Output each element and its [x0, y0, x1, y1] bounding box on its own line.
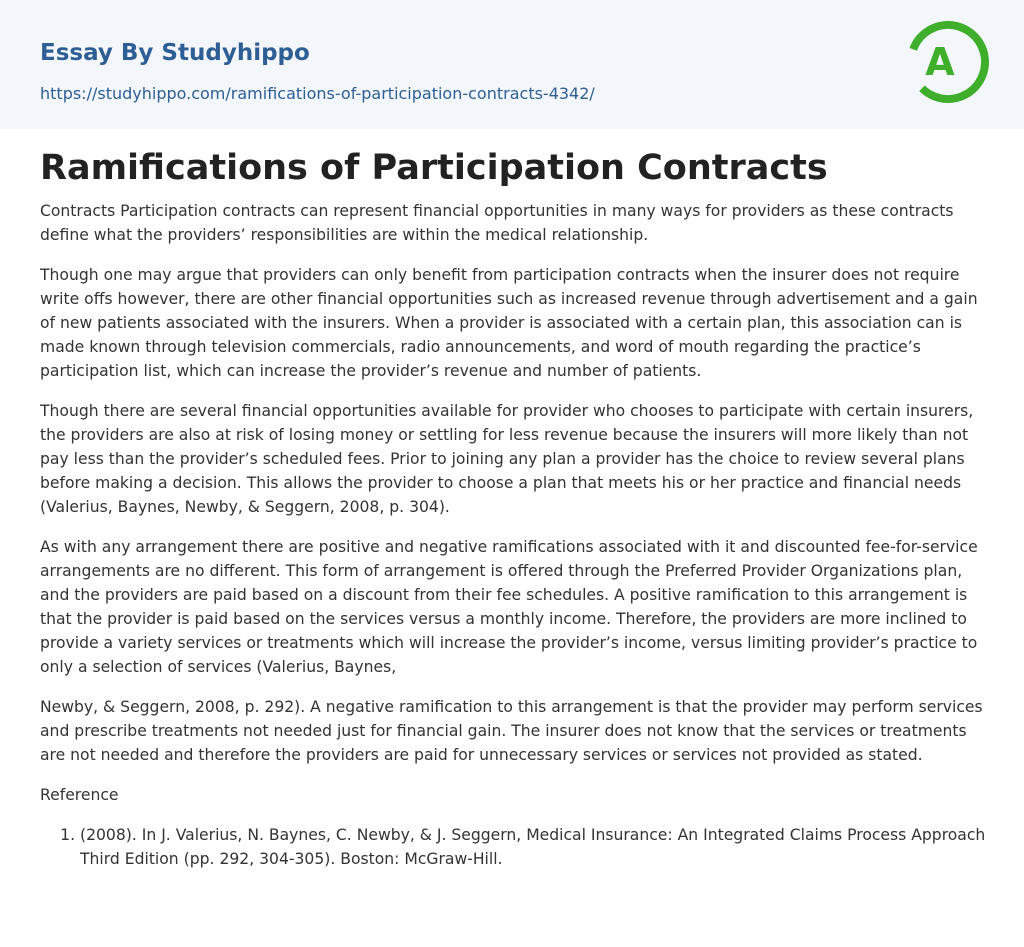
article-paragraph-3: Though there are several financial opportunities available for provider who chooses to participate with certain insurers, the providers are also at risk of losing money or settling for less revenue because the insurers will more likely than not pay less than the provider’s scheduled fees. Prior to joining any plan a provider has the choice to review several plans before making a decision. This allows the provider to choose a plan that meets his or her practice and financial needs (Valerius, Baynes, Newby, & Seggern, 2008, p. 304). — [40, 402, 974, 516]
article-paragraph-4: As with any arrangement there are positive and negative ramifications associated with it and discounted fee-for-service arrangements are no different. This form of arrangement is offered through the Preferred Provider Organizations plan, and the providers are paid based on a discount from their fee schedules. A positive ramification to this arrangement is that the provider is paid based on the services versus a monthly income. Therefore, the providers are more inclined to provide a variety services or treatments which will increase the provider’s income, versus limiting provider’s practice to only a selection of services (Valerius, Baynes, — [40, 538, 978, 676]
article-paragraph-2: Though one may argue that providers can only benefit from participation contracts when the insurer does not require write offs however, there are other financial opportunities such as increased revenue through advertisement and a gain of new patients associated with the insurers. When a provider is associated with a certain plan, this association can is made known through television commercials, radio announcements, and word of mouth regarding the practice’s participation list, which can increase the provider’s revenue and number of patients. — [40, 266, 978, 380]
article-paragraph-1: Contracts Participation contracts can represent financial opportunities in many ways for providers as these contracts define what the providers’ responsibilities are within the medical relationship. — [40, 202, 954, 244]
reference-item-1: 1. (2008). In J. Valerius, N. Baynes, C. Newby, & J. Seggern, Medical Insurance: An Integrated Claims Process Approach Third Edition (pp. 292, 304-305). Boston: McGraw-Hill. — [80, 823, 988, 871]
article-content — [40, 143, 988, 871]
reference-heading: Reference — [40, 786, 119, 804]
logo-letter: A — [925, 40, 955, 84]
article-url-link[interactable]: https://studyhippo.com/ramifications-of-participation-contracts-4342/ — [40, 84, 595, 103]
article-paragraph-5: Newby, & Seggern, 2008, p. 292). A negative ramification to this arrangement is that the provider may perform services and prescribe treatments not needed just for financial gain. The insurer does not know that the services or treatments are not needed and therefore the providers are paid for unnecessary services or services not provided as stated. — [40, 698, 983, 764]
article-title: Ramifications of Participation Contracts — [40, 148, 828, 188]
site-title[interactable]: Essay By Studyhippo — [40, 40, 310, 66]
site-header — [0, 0, 1024, 129]
studyhippo-logo-icon[interactable] — [900, 17, 990, 107]
reference-list — [40, 823, 988, 871]
